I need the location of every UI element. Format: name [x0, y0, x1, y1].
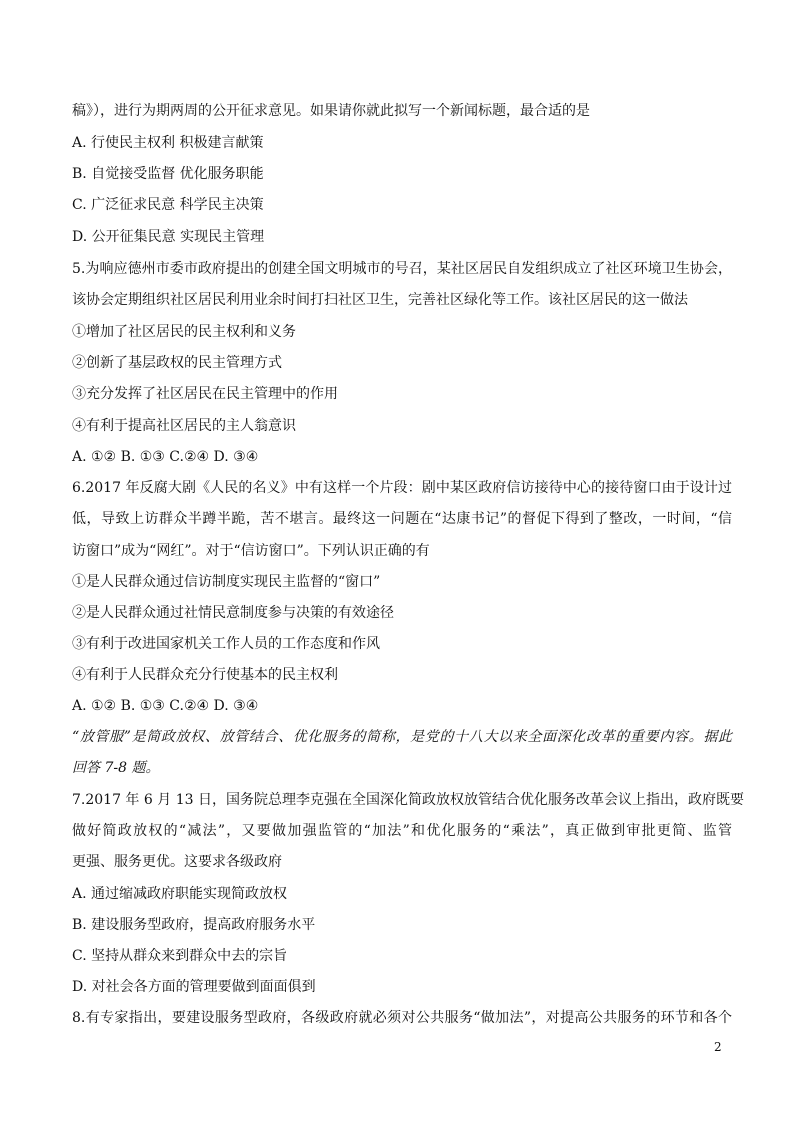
question-6-line: 6.2017 年反腐大剧《人民的名义》中有这样一个片段：剧中某区政府信访接待中心的接待窗口由于设计过: [72, 480, 732, 496]
question-5-line: 5.为响应德州市委市政府提出的创建全国文明城市的号召，某社区居民自发组织成立了社区环境卫生协会，: [72, 261, 732, 277]
answer-options: A. ①② B. ①③ C.②④ D. ③④: [72, 698, 259, 714]
statement-line: ③有利于改进国家机关工作人员的工作态度和作风: [72, 636, 380, 652]
question-7-line: 做好简政放权的“减法”，又要做加强监管的“加法”和优化服务的“乘法”，真正做到审批更简、监管: [72, 823, 732, 839]
text-line: 稿》），进行为期两周的公开征求意见。如果请你就此拟写一个新闻标题，最合适的是: [72, 103, 590, 119]
option-line: B. 建设服务型政府，提高政府服务水平: [72, 917, 316, 933]
statement-line: ④有利于提高社区居民的主人翁意识: [72, 418, 296, 434]
answer-options: A. ①② B. ①③ C.②④ D. ③④: [72, 449, 259, 465]
question-5-line: 该协会定期组织社区居民利用业余时间打扫社区卫生，完善社区绿化等工作。该社区居民的这一做法: [72, 292, 688, 308]
option-line: C. 坚持从群众来到群众中去的宗旨: [72, 948, 288, 964]
option-line: C. 广泛征求民意 科学民主决策: [72, 197, 264, 213]
statement-line: ④有利于人民群众充分行使基本的民主权利: [72, 667, 338, 683]
question-7-line: 更强、服务更优。这要求各级政府: [72, 854, 282, 870]
option-line: B. 自觉接受监督 优化服务职能: [72, 166, 264, 182]
material-intro-line: “放管服”是简政放权、放管结合、优化服务的简称，是党的十八大以来全面深化改革的重要内容。据此: [72, 729, 732, 745]
material-intro-line: 回答 7-8 题。: [72, 760, 160, 776]
statement-line: ①增加了社区居民的民主权利和义务: [72, 324, 296, 340]
statement-line: ②创新了基层政权的民主管理方式: [72, 355, 282, 371]
option-line: A. 行使民主权利 积极建言献策: [72, 135, 264, 151]
page-number: 2: [714, 1040, 722, 1054]
question-6-line: 低，导致上访群众半蹲半跪，苦不堪言。最终这一问题在“达康书记”的督促下得到了整改，一时间，“信: [72, 511, 732, 527]
question-6-line: 访窗口”成为“网红”。对于“信访窗口”。下列认识正确的有: [72, 543, 430, 559]
option-line: D. 对社会各方面的管理要做到面面俱到: [72, 979, 316, 995]
statement-line: ①是人民群众通过信访制度实现民主监督的“窗口”: [72, 574, 381, 590]
statement-line: ②是人民群众通过社情民意制度参与决策的有效途径: [72, 605, 394, 621]
statement-line: ③充分发挥了社区居民在民主管理中的作用: [72, 386, 338, 402]
question-7-line: 7.2017 年 6 月 13 日，国务院总理李克强在全国深化简政放权放管结合优化服务改革会议上指出，政府既要: [72, 792, 744, 808]
option-line: A. 通过缩减政府职能实现简政放权: [72, 886, 288, 902]
question-8-line: 8.有专家指出，要建设服务型政府，各级政府就必须对公共服务“做加法”，对提高公共服务的环节和各个: [72, 1010, 732, 1026]
option-line: D. 公开征集民意 实现民主管理: [72, 229, 265, 245]
